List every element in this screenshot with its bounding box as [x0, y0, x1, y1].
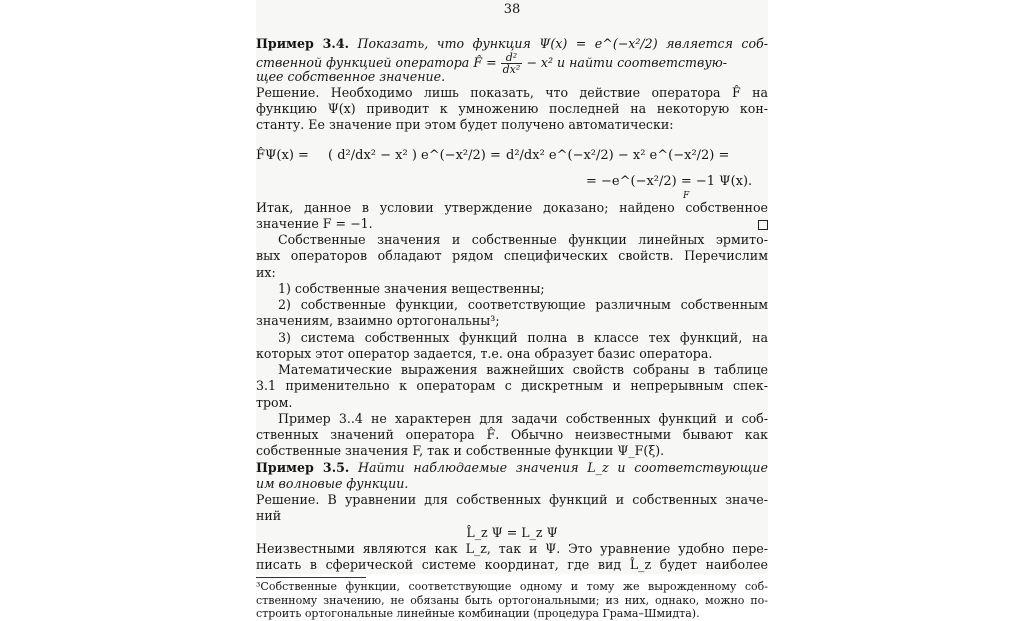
property-item-2-cont: значениям, взаимно ортогональны³;: [256, 313, 500, 329]
example-note-line2: ственных значений оператора F̂. Обычно неизвестными бывают как: [256, 427, 768, 442]
formula-right: d²/dx² e^(−x²/2) − x² e^(−x²/2) =: [506, 147, 730, 163]
example-34-line3: щее собственное значение.: [256, 68, 446, 84]
table-note-line2: 3.1 применительно к операторам с дискретным и непрерывным спек-: [256, 378, 768, 394]
table-note-line1: Математические выражения важнейших свойств собраны в таблице: [278, 362, 768, 377]
example-note-line1: Пример 3..4 не характерен для задачи собственных функций и соб-: [278, 410, 768, 426]
page-number: 38: [503, 2, 521, 17]
properties-intro-2: вых операторов обладают рядом специфических свойств. Перечислим: [256, 248, 768, 264]
footnote-line1: ³Собственные функции, соответствующие одному и тому же вырожденному соб-: [256, 580, 768, 594]
example-34-label: Пример 3.4.: [256, 36, 349, 51]
example-35-label: Пример 3.5.: [256, 459, 350, 475]
formula-block: [256, 134, 768, 200]
formula-underbrace-label: F: [683, 190, 690, 201]
table-note-line3: тром.: [256, 394, 293, 410]
solution-35-line3: Неизвестными являются как L_z, так и Ψ. Это уравнение удобно пере-: [256, 540, 768, 556]
solution-35-line4: писать в сферической системе координат, где вид L̂_z будет наиболее: [256, 557, 768, 572]
formula-result: = −e^(−x²/2) = −1 Ψ(x).: [586, 173, 753, 189]
operator-fraction: $\frac{\text{d²}}{\text{dx²}}$: [502, 51, 521, 77]
property-item-3-cont: которых этот оператор задается, т.е. она образует базис оператора.: [256, 345, 713, 361]
example-34-line2: ственной функцией оператора F̂ = $\frac{\text{d²}}{\text{dx²}}$ − x² и найти соответствую-: [256, 51, 727, 77]
footnote-line3: строить ортогональные линейные комбинации (процедура Грама–Шмидта).: [256, 607, 700, 621]
footnote-divider: [256, 577, 366, 578]
properties-intro-3: их:: [256, 264, 276, 280]
properties-intro-1: Собственные значения и собственные функции линейных эрмито-: [278, 232, 768, 247]
formula-left: F̂Ψ(x) =: [256, 147, 309, 163]
property-item-1: 1) собственные значения вещественны;: [278, 280, 545, 296]
formula-paren: ( d²/dx² − x² ) e^(−x²/2) =: [328, 147, 501, 163]
example-35-line2: им волновые функции.: [256, 475, 409, 491]
solution-34-line1: Решение. Необходимо лишь показать, что действие оператора F̂ на: [256, 84, 768, 100]
example-34-heading: Пример 3.4. Показать, что функция Ψ(x) = e^(−x²/2) является соб-: [256, 36, 768, 51]
page-text: [256, 36, 768, 621]
conclusion-line1: Итак, данное в условии утверждение доказано; найдено собственное: [256, 199, 768, 215]
document-page: [256, 0, 768, 621]
solution-35-line2: ний: [256, 508, 282, 524]
solution-35-line1: Решение. В уравнении для собственных функций и собственных значе-: [256, 492, 768, 507]
footnote-line2: ственному значению, не обязаны быть ортогональными; из них, однако, можно по-: [256, 593, 768, 607]
solution-34-line3: станту. Ее значение при этом будет получено автоматически:: [256, 117, 674, 133]
solution-34-line2: функцию Ψ(x) приводит к умножению последней на некоторую кон-: [256, 101, 768, 116]
solution-35-equation: L̂_z Ψ = L_z Ψ: [466, 524, 558, 540]
example-35-heading: Пример 3.5. Найти наблюдаемые значения L_z и соответствующие: [256, 459, 768, 475]
property-item-2: 2) собственные функции, соответствующие различным собственным: [278, 297, 768, 312]
qed-square-icon: [758, 220, 768, 230]
conclusion-line2: значение F = −1.: [256, 216, 768, 232]
property-item-3: 3) система собственных функций полна в классе тех функций, на: [278, 329, 768, 345]
example-note-line3: собственные значения F, так и собственные функции Ψ_F(ξ).: [256, 443, 665, 459]
